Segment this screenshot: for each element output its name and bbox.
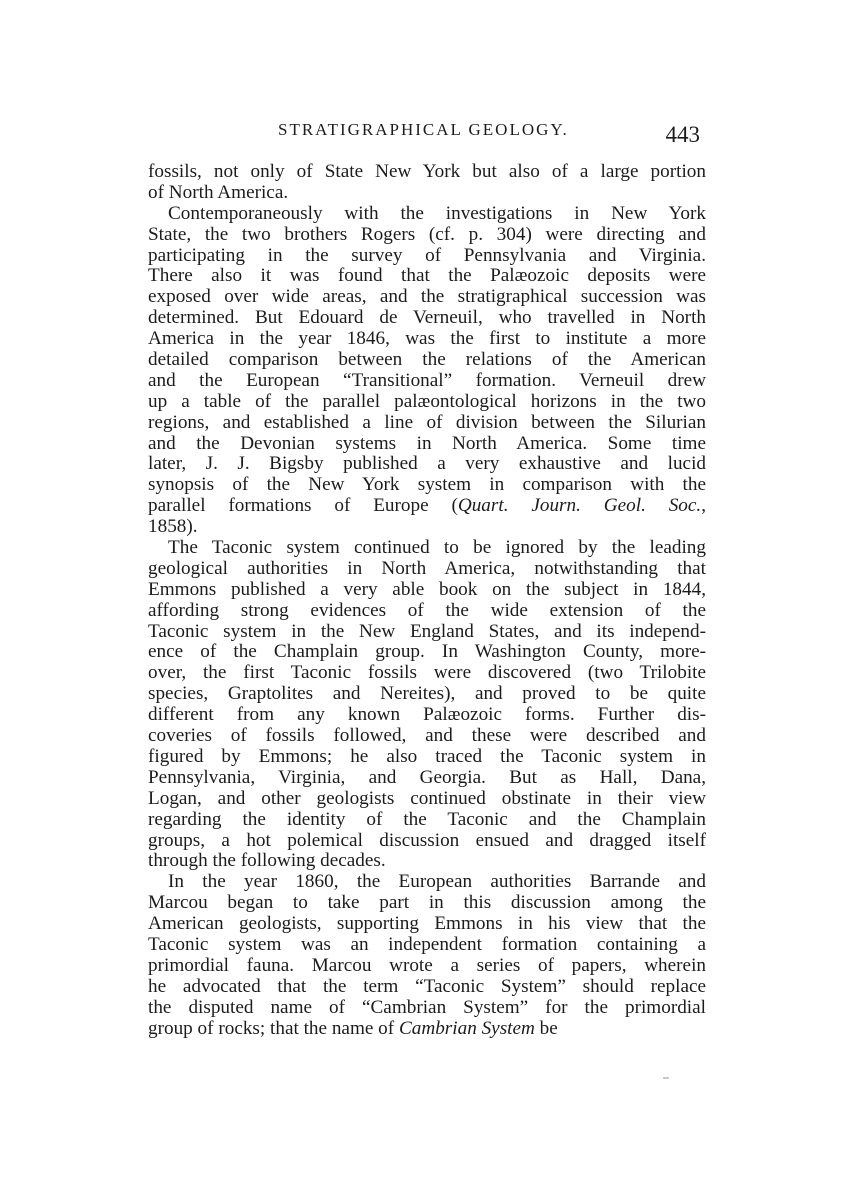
text-line: primordial fauna. Marcou wrote a series of papers, wherein [148, 954, 706, 976]
text-line: different from any known Palæozoic forms. Further dis- [148, 704, 706, 726]
paragraph [148, 538, 706, 872]
text-line: America in the year 1846, was the first to institute a more [148, 328, 706, 350]
paragraph [148, 162, 706, 204]
text-line: There also it was found that the Palæozoic deposits were [148, 265, 706, 287]
text-line: State, the two brothers Rogers (cf. p. 304) were directing and [148, 223, 706, 245]
text-line: synopsis of the New York system in comparison with the [148, 474, 706, 496]
text-line: regions, and established a line of division between the Silurian [148, 411, 706, 433]
text-line: Taconic system was an independent formation containing a [148, 933, 706, 955]
text-line: ence of the Champlain group. In Washington County, more- [148, 641, 706, 663]
text-line: through the following decades. [148, 850, 386, 872]
text-line: Pennsylvania, Virginia, and Georgia. But as Hall, Dana, [148, 766, 706, 788]
text-line: species, Graptolites and Nereites), and proved to be quite [148, 683, 706, 705]
body-text [148, 162, 706, 1039]
page-number: 443 [665, 122, 700, 147]
text-line: coveries of fossils followed, and these were described and [148, 725, 706, 747]
text-line: regarding the identity of the Taconic and the Champlain [148, 808, 706, 830]
text-line: later, J. J. Bigsby published a very exhaustive and lucid [148, 453, 706, 475]
text-line: 1858). [148, 516, 198, 538]
text-line: parallel formations of Europe (Quart. Journ. Geol. Soc., [148, 495, 707, 517]
text-line: affording strong evidences of the wide extension of the [148, 599, 706, 621]
text-line: and the European “Transitional” formation. Verneuil drew [148, 369, 706, 391]
paragraph [148, 872, 706, 1039]
page-speck [663, 1077, 669, 1079]
text-line: group of rocks; that the name of Cambrian System be [148, 1017, 558, 1039]
text-line: The Taconic system continued to be ignored by the leading [168, 537, 706, 559]
text-line: figured by Emmons; he also traced the Taconic system in [148, 745, 706, 767]
text-line: groups, a hot polemical discussion ensued and dragged itself [148, 829, 706, 851]
text-line: detailed comparison between the relations of the American [148, 349, 706, 371]
text-line: Emmons published a very able book on the subject in 1844, [148, 578, 706, 600]
text-line: exposed over wide areas, and the stratigraphical succession was [148, 286, 706, 308]
text-line: he advocated that the term “Taconic System” should replace [148, 975, 706, 997]
text-line: Contemporaneously with the investigations in New York [168, 202, 706, 224]
text-line: the disputed name of “Cambrian System” for the primordial [148, 996, 706, 1018]
text-line: participating in the survey of Pennsylvania and Virginia. [148, 244, 706, 266]
text-line: up a table of the parallel palæontological horizons in the two [148, 390, 706, 412]
text-line: geological authorities in North America, notwithstanding that [148, 557, 706, 579]
text-line: and the Devonian systems in North America. Some time [148, 432, 706, 454]
text-line: Logan, and other geologists continued obstinate in their view [148, 787, 706, 809]
text-line: determined. But Edouard de Verneuil, who travelled in North [148, 307, 706, 329]
running-head [148, 114, 706, 148]
text-line: over, the first Taconic fossils were discovered (two Trilobite [148, 662, 706, 684]
text-line: Marcou began to take part in this discussion among the [148, 892, 706, 914]
text-line: In the year 1860, the European authorities Barrande and [168, 871, 706, 893]
text-line: Taconic system in the New England States, and its independ- [148, 620, 706, 642]
paragraph [148, 204, 706, 538]
text-line: fossils, not only of State New York but also of a large portion [148, 161, 706, 182]
text-line: American geologists, supporting Emmons in his view that the [148, 913, 706, 935]
running-head-title: STRATIGRAPHICAL GEOLOGY. [278, 120, 569, 139]
text-line: of North America. [148, 181, 289, 203]
